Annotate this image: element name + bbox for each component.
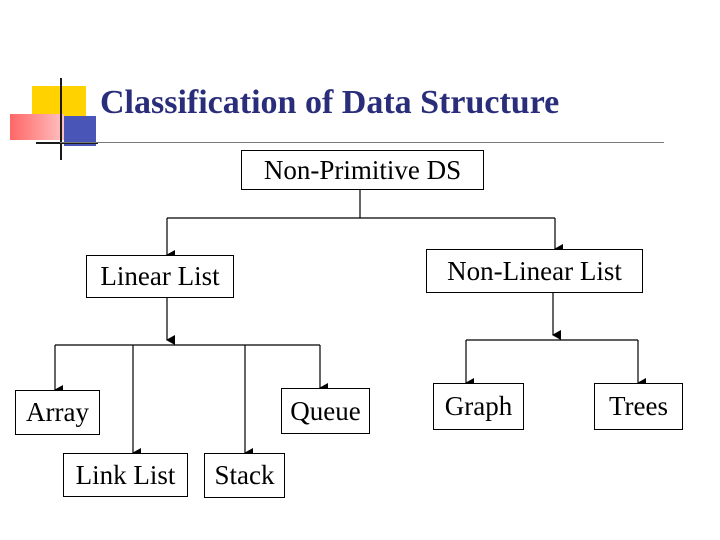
slide-title: Classification of Data Structure xyxy=(100,84,560,121)
node-trees: Trees xyxy=(594,383,683,430)
node-link-list: Link List xyxy=(63,453,188,497)
node-non-linear-list: Non-Linear List xyxy=(426,249,643,293)
node-non-primitive-ds: Non-Primitive DS xyxy=(241,150,484,190)
node-array: Array xyxy=(15,390,100,435)
node-queue: Queue xyxy=(281,388,370,434)
node-linear-list: Linear List xyxy=(86,255,234,298)
node-stack: Stack xyxy=(204,453,285,498)
node-graph: Graph xyxy=(433,383,524,430)
